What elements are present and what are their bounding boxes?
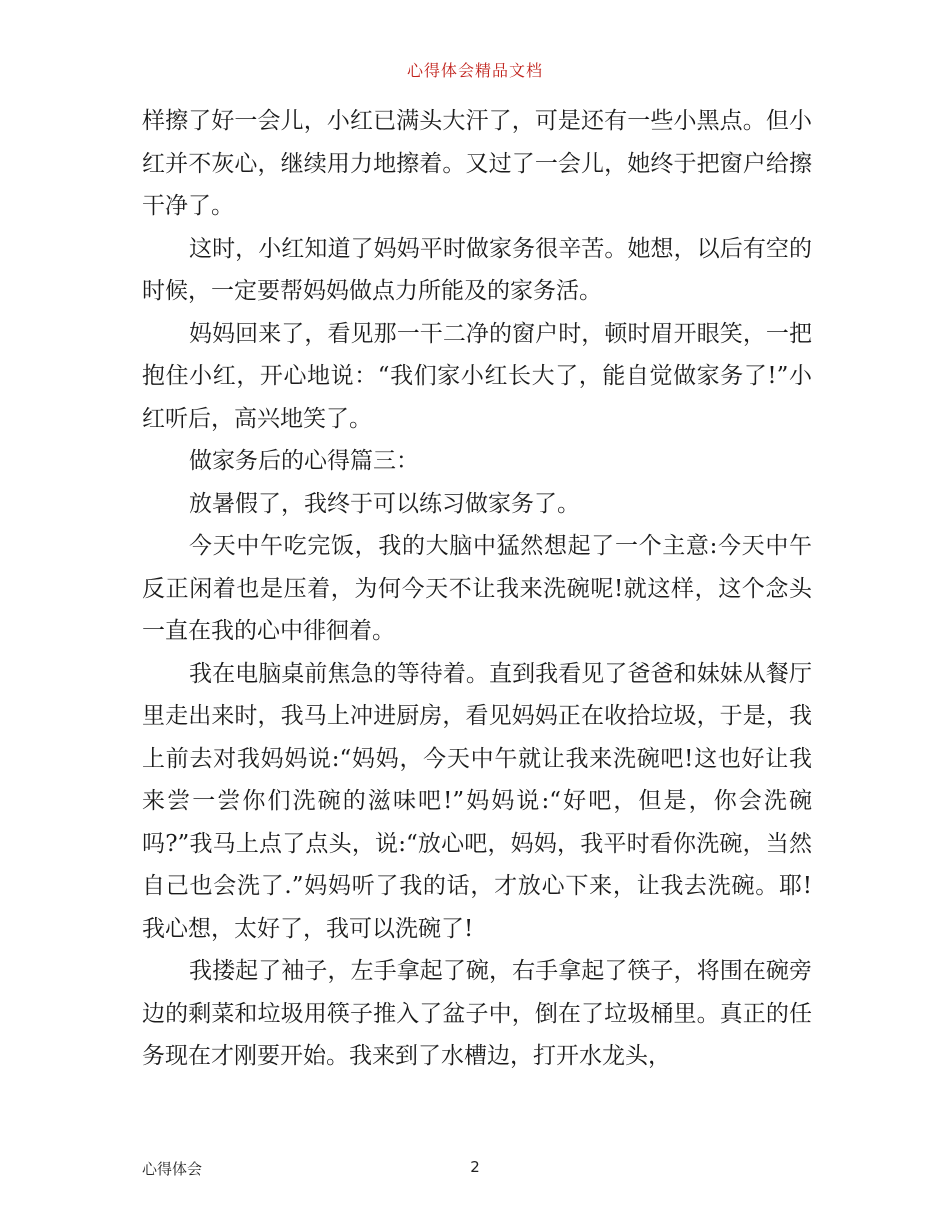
- section-heading: 做家务后的心得篇三：: [189, 448, 419, 474]
- paragraph: 我在电脑桌前焦急的等待着。直到我看见了爸爸和妹妹从餐厅里走出来时，我马上冲进厨房，看见妈妈正在收拾垃圾，于是，我上前去对我妈妈说:“妈妈，今天中午就让我来洗碗吧!这也好让我来尝一尝你们洗碗的滋味吧!”妈妈说:“好吧，但是，你会洗碗吗?”我马上点了点头，说:“放心吧，妈妈，我平时看你洗碗，当然自己也会洗了.”妈妈听了我的话，才放心下来，让我去洗碗。耶!我心想，太好了，我可以洗碗了!: [142, 660, 812, 942]
- footer-label: 心得体会: [142, 1160, 203, 1178]
- paragraph: 放暑假了，我终于可以练习做家务了。: [189, 490, 580, 517]
- paragraph-continued: 样擦了好一会儿，小红已满头大汗了，可是还有一些小黑点。但小红并不灰心，继续用力地擦着。又过了一会儿，她终于把窗户给擦干净了。: [142, 108, 812, 219]
- page-number: 2: [470, 1158, 480, 1176]
- page-header-title: 心得体会精品文档: [406, 61, 543, 80]
- document-body: [142, 100, 812, 1078]
- paragraph: 今天中午吃完饭，我的大脑中猛然想起了一个主意:今天中午反正闲着也是压着，为何今天不让我来洗碗呢!就这样，这个念头一直在我的心中徘徊着。: [142, 533, 812, 644]
- paragraph: 这时，小红知道了妈妈平时做家务很辛苦。她想，以后有空的时候，一定要帮妈妈做点力所能及的家务活。: [142, 235, 812, 304]
- paragraph: 妈妈回来了，看见那一干二净的窗户时，顿时眉开眼笑，一把抱住小红，开心地说：“我们家小红长大了，能自觉做家务了!”小红听后，高兴地笑了。: [142, 320, 812, 432]
- paragraph: 我搂起了袖子，左手拿起了碗，右手拿起了筷子，将围在碗旁边的剩菜和垃圾用筷子推入了盆子中，倒在了垃圾桶里。真正的任务现在才刚要开始。我来到了水槽边，打开水龙头，: [142, 958, 812, 1069]
